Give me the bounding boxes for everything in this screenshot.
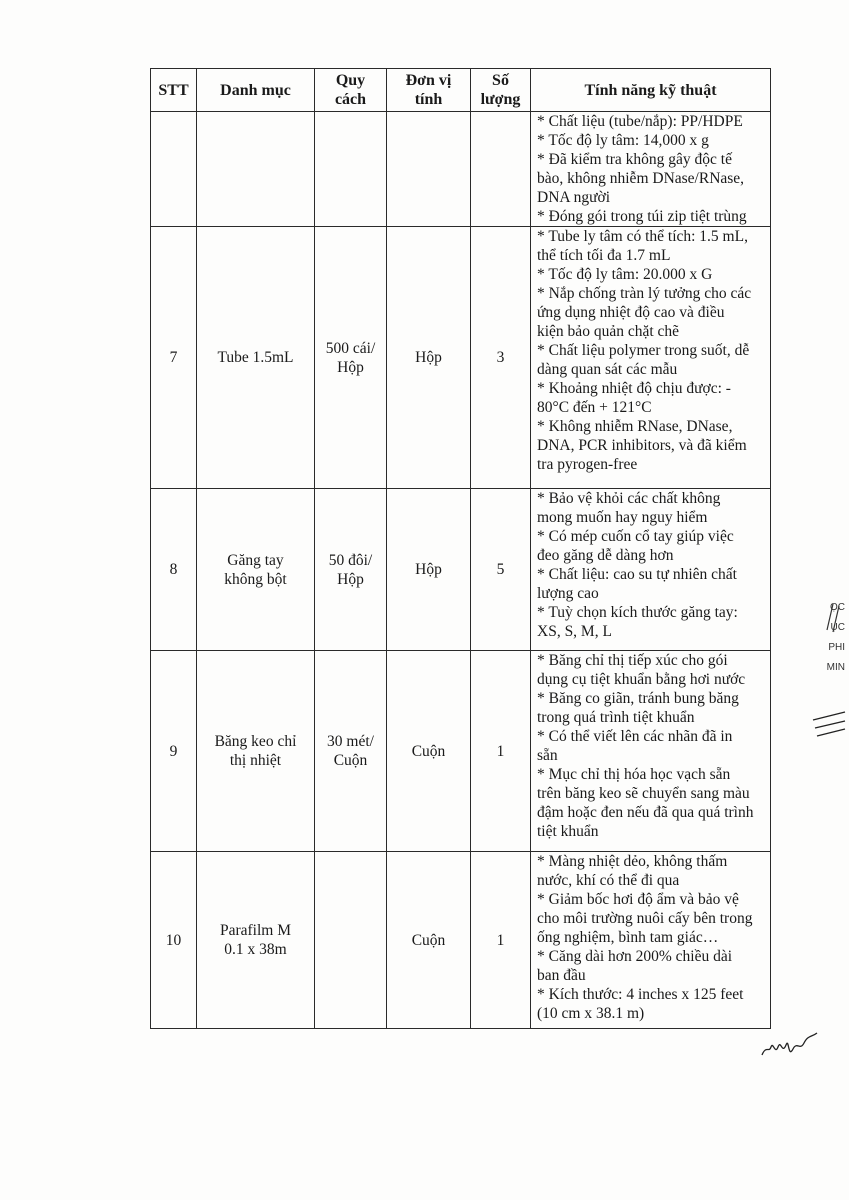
item-name-cell-line: Parafilm M: [219, 922, 292, 939]
technical-features-cell-line: đậm hoặc đen nếu đã qua quá trình: [537, 804, 754, 821]
technical-features-cell-line: lượng cao: [537, 585, 599, 602]
column-header-label: tính: [414, 91, 443, 108]
item-name-cell: [197, 852, 315, 1029]
item-name-cell-line: Găng tay: [227, 551, 284, 569]
column-header: [151, 69, 197, 112]
quantity-cell: 3: [471, 227, 531, 489]
technical-features-cell: [531, 852, 771, 1029]
stt-cell: 10: [151, 852, 197, 1029]
technical-features-cell-line: tiệt khuẩn: [537, 823, 599, 840]
column-header-label: Quy: [335, 72, 366, 89]
packaging-cell: [315, 651, 387, 852]
column-header: [197, 69, 315, 112]
packaging-cell-line: Hộp: [337, 570, 364, 588]
technical-features-cell-line: * Tốc độ ly tâm: 20.000 x G: [537, 266, 713, 283]
column-header-label: lượng: [480, 91, 521, 108]
technical-features-cell-line: đeo găng dễ dàng hơn: [537, 547, 674, 564]
table-row: [151, 227, 771, 489]
technical-features-cell-line: * Có mép cuốn cổ tay giúp việc: [537, 528, 734, 545]
stamp-fragment: PHI: [828, 642, 845, 653]
technical-features-cell-line: * Chất liệu (tube/nắp): PP/HDPE: [537, 113, 743, 130]
technical-features-cell-line: dàng quan sát các mẫu: [537, 361, 678, 378]
technical-features-cell-line: dụng cụ tiệt khuẩn bằng hơi nước: [537, 671, 746, 688]
technical-features-cell-line: * Chất liệu: cao su tự nhiên chất: [537, 566, 737, 583]
technical-features-cell-line: * Không nhiễm RNase, DNase,: [537, 418, 733, 435]
column-header: [531, 69, 771, 112]
technical-features-cell-line: sẵn: [537, 747, 558, 764]
technical-features-cell-line: * Giảm bốc hơi độ ẩm và bảo vệ: [537, 891, 739, 908]
table-body: [151, 112, 771, 1029]
technical-features-cell-line: * Tuỳ chọn kích thước găng tay:: [537, 604, 738, 621]
technical-features-cell: [531, 651, 771, 852]
unit-cell: Cuộn: [387, 651, 471, 852]
stt-cell: 8: [151, 489, 197, 651]
technical-features-cell-line: * Băng chỉ thị tiếp xúc cho gói: [537, 652, 728, 669]
stt-cell: 9: [151, 651, 197, 852]
technical-features-cell-line: DNA người: [537, 189, 611, 206]
column-header: [471, 69, 531, 112]
technical-features-cell-line: trong quá trình tiệt khuẩn: [537, 709, 695, 726]
technical-features-cell-line: trên băng keo sẽ chuyển sang màu: [537, 785, 750, 802]
quantity-cell: 1: [471, 852, 531, 1029]
unit-cell: Hộp: [387, 227, 471, 489]
item-name-cell: [197, 112, 315, 227]
technical-features-cell: [531, 227, 771, 489]
unit-cell: [387, 112, 471, 227]
technical-features-cell-line: * Khoảng nhiệt độ chịu được: -: [537, 380, 731, 397]
item-name-cell-line: thị nhiệt: [229, 752, 282, 769]
technical-features-cell-line: * Mục chỉ thị hóa học vạch sẵn: [537, 766, 731, 783]
column-header-label: Danh mục: [220, 81, 291, 99]
technical-features-cell-line: * Tốc độ ly tâm: 14,000 x g: [537, 132, 709, 149]
quantity-cell: [471, 112, 531, 227]
quantity-cell: 1: [471, 651, 531, 852]
technical-features-cell-line: thể tích tối đa 1.7 mL: [537, 247, 671, 264]
table-row: [151, 112, 771, 227]
technical-features-cell-line: kiện bảo quản chặt chẽ: [537, 323, 680, 340]
technical-features-cell-line: * Bảo vệ khỏi các chất không: [537, 490, 721, 507]
technical-features-cell-line: tra pyrogen-free: [537, 456, 638, 473]
technical-features-cell-line: XS, S, M, L: [537, 623, 612, 640]
column-header-label: STT: [158, 81, 189, 99]
item-name-cell: [197, 651, 315, 852]
packaging-cell-line: 500 cái/: [325, 339, 376, 357]
column-header-label: Tính năng kỹ thuật: [584, 81, 717, 99]
item-name-cell: [197, 227, 315, 489]
specification-table: [150, 68, 771, 1029]
technical-features-cell-line: bào, không nhiễm DNase/RNase,: [537, 170, 745, 187]
item-name-cell-line: Tube 1.5mL: [217, 349, 294, 366]
technical-features-cell-line: * Màng nhiệt dẻo, không thấm: [537, 853, 728, 870]
technical-features-cell-line: DNA, PCR inhibitors, và đã kiểm: [537, 437, 747, 454]
technical-features-cell-line: * Nắp chống tràn lý tưởng cho các: [537, 285, 752, 302]
unit-cell: Hộp: [387, 489, 471, 651]
packaging-cell: [315, 852, 387, 1029]
technical-features-cell-line: * Chất liệu polymer trong suốt, dễ: [537, 342, 750, 359]
packaging-cell-line: Cuộn: [333, 752, 368, 769]
stamp-fragment: ỌC: [830, 602, 845, 613]
item-name-cell-line: không bột: [224, 570, 287, 588]
technical-features-cell-line: 80°C đến + 121°C: [537, 399, 652, 416]
item-name-cell-line: 0.1 x 38m: [224, 941, 287, 958]
packaging-cell: [315, 489, 387, 651]
table-row: [151, 651, 771, 852]
technical-features-cell: [531, 489, 771, 651]
column-header-label: Đơn vị: [405, 72, 452, 89]
technical-features-cell-line: * Băng co giãn, tránh bung băng: [537, 690, 739, 707]
technical-features-cell-line: (10 cm x 38.1 m): [537, 1005, 645, 1022]
stt-cell: 7: [151, 227, 197, 489]
technical-features-cell-line: ứng dụng nhiệt độ cao và điều: [537, 304, 725, 321]
technical-features-cell-line: cho môi trường nuôi cấy bên trong: [537, 910, 753, 927]
technical-features-cell-line: ban đầu: [537, 967, 586, 984]
technical-features-cell-line: * Tube ly tâm có thể tích: 1.5 mL,: [537, 228, 748, 245]
table-header-row: [151, 69, 771, 112]
technical-features-cell-line: nước, khí có thể đi qua: [537, 872, 680, 889]
stamp-fragment: MIN: [826, 662, 845, 673]
technical-features-cell-line: mong muốn hay nguy hiểm: [537, 509, 708, 526]
technical-features-cell-line: * Đã kiểm tra không gây độc tế: [537, 151, 732, 168]
unit-cell: Cuộn: [387, 852, 471, 1029]
stamp-fragment: ỤC: [830, 622, 845, 633]
technical-features-cell-line: * Đóng gói trong túi zip tiệt trùng: [537, 208, 747, 225]
column-header-label: cách: [334, 91, 367, 108]
table-row: [151, 852, 771, 1029]
column-header: [387, 69, 471, 112]
column-header-label: Số: [492, 72, 509, 89]
packaging-cell: [315, 112, 387, 227]
packaging-cell: [315, 227, 387, 489]
item-name-cell: [197, 489, 315, 651]
item-name-cell-line: Băng keo chỉ: [214, 733, 297, 750]
technical-features-cell-line: ống nghiệm, bình tam giác…: [537, 929, 719, 946]
table-row: [151, 489, 771, 651]
technical-features-cell-line: * Có thể viết lên các nhãn đã in: [537, 728, 733, 745]
stamp-edge-marks: [809, 600, 849, 750]
column-header: [315, 69, 387, 112]
packaging-cell-line: 30 mét/: [327, 733, 374, 750]
technical-features-cell-line: * Kích thước: 4 inches x 125 feet: [537, 986, 744, 1003]
stt-cell: [151, 112, 197, 227]
quantity-cell: 5: [471, 489, 531, 651]
handwritten-signature: [760, 1025, 820, 1065]
packaging-cell-line: Hộp: [337, 358, 364, 376]
technical-features-cell: [531, 112, 771, 227]
technical-features-cell-line: * Căng dài hơn 200% chiều dài: [537, 948, 733, 965]
packaging-cell-line: 50 đôi/: [328, 551, 373, 569]
